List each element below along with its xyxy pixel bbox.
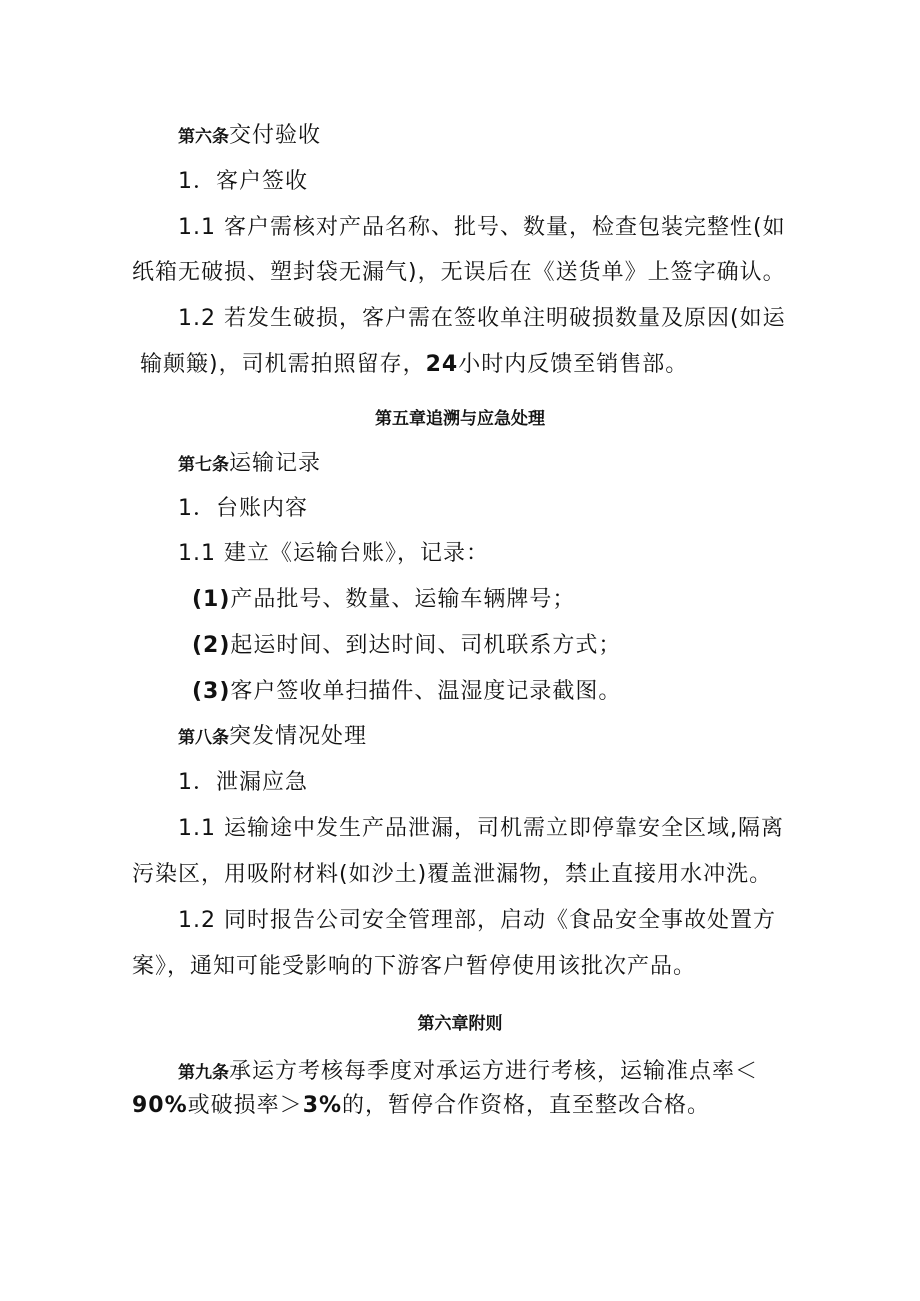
article6-item1-2-number: 1.2	[178, 306, 216, 331]
article6-item1-1-number: 1.1	[178, 215, 216, 240]
article8-heading-line	[178, 723, 367, 752]
article6-item1-1-line1	[178, 214, 786, 242]
article7-heading-line	[178, 450, 321, 479]
article6-item1-1-text: 客户需核对产品名称、批号、数量，检查包装完整性(如	[224, 215, 786, 240]
article8-item1-2-number: 1.2	[178, 908, 216, 933]
article9-line1	[178, 1058, 758, 1087]
article9-line2-b: 或破损率＞	[187, 1093, 303, 1118]
article6-item1-2-line2-a: 输颠簸)，司机需拍照留存，	[140, 352, 426, 377]
article7-sub3-number: (3)	[192, 679, 231, 704]
article9-number: 第九条	[178, 1063, 229, 1083]
article9-damage-threshold: 3%	[302, 1093, 343, 1118]
article8-item1-1-number: 1.1	[178, 816, 216, 841]
article7-sub3-line	[192, 678, 621, 706]
article6-heading-line	[178, 122, 321, 151]
chapter6-title: 第六章附则	[417, 1014, 503, 1034]
article6-item1-2-line1	[178, 305, 786, 333]
article6-item1-1-line2: 纸箱无破损、塑封袋无漏气)，无误后在《送货单》上签字确认。	[132, 260, 786, 285]
article9-punctuality-threshold: 90%	[132, 1093, 188, 1118]
article9-text-line1: 承运方考核每季度对承运方进行考核，运输准点率＜	[229, 1059, 759, 1084]
article7-sub1-number: (1)	[192, 587, 231, 612]
article8-item1-2-line2: 案》，通知可能受影响的下游客户暂停使用该批次产品。	[132, 954, 697, 979]
article7-item1-1-number: 1.1	[178, 541, 216, 566]
article6-item1-2-hours: 24	[425, 352, 459, 377]
article6-item1-2-line2	[140, 351, 688, 379]
article8-item1-1-line1	[178, 815, 784, 843]
article7-sub2-number: (2)	[192, 633, 231, 658]
article7-number: 第七条	[178, 455, 229, 475]
article6-item1-2-text: 若发生破损，客户需在签收单注明破损数量及原因(如运	[224, 306, 786, 331]
article6-item1-label: 1．客户签收	[178, 169, 308, 194]
article7-sub1-line	[192, 586, 575, 614]
article8-item1-2-text: 同时报告公司安全管理部，启动《食品安全事故处置方	[224, 908, 777, 933]
article6-item1-2-line2-c: 小时内反馈至销售部。	[458, 352, 689, 377]
article6-number: 第六条	[178, 127, 229, 147]
article7-item1-1-text: 建立《运输台账》，记录：	[224, 541, 490, 566]
article8-item1-2-line1	[178, 907, 776, 935]
article9-line2-d: 的，暂停合作资格，直至整改合格。	[342, 1093, 711, 1118]
article9-line2	[132, 1092, 710, 1120]
article7-sub3-text: 客户签收单扫描件、温湿度记录截图。	[230, 679, 622, 704]
chapter5-title: 第五章追溯与应急处理	[375, 409, 545, 429]
article8-number: 第八条	[178, 728, 229, 748]
article7-sub2-line	[192, 632, 621, 660]
article7-item1-label: 1．台账内容	[178, 496, 308, 521]
article8-item1-1-line2: 污染区，用吸附材料(如沙土)覆盖泄漏物，禁止直接用水冲洗。	[132, 862, 773, 887]
article7-item1-1-line	[178, 540, 489, 568]
article6-title: 交付验收	[229, 123, 322, 148]
article7-sub1-text: 产品批号、数量、运输车辆牌号；	[230, 587, 576, 612]
article8-item1-label: 1．泄漏应急	[178, 770, 308, 795]
article8-item1-1-text: 运输途中发生产品泄漏，司机需立即停靠安全区域,隔离	[224, 816, 784, 841]
article7-title: 运输记录	[229, 451, 322, 476]
article8-title: 突发情况处理	[229, 724, 368, 749]
article7-sub2-text: 起运时间、到达时间、司机联系方式；	[230, 633, 622, 658]
